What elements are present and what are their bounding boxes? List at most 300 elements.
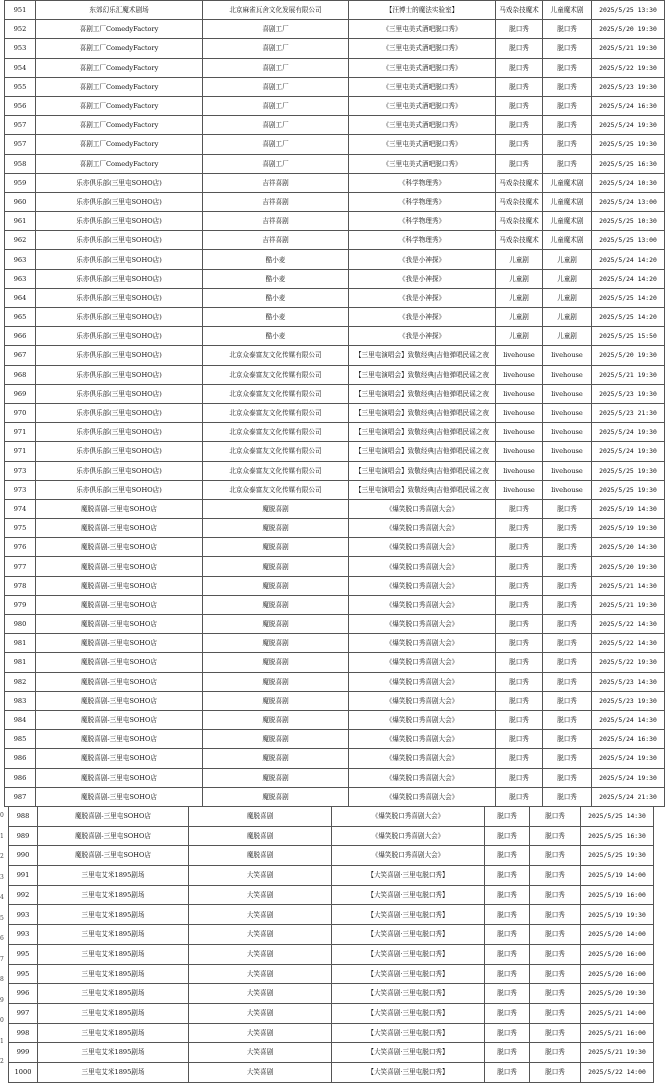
venue-cell: 魔脱喜剧-三里屯SOHO店 (36, 634, 203, 653)
row-number: 971 (5, 423, 36, 442)
subcategory-cell: livehouse (543, 442, 592, 461)
table-row (9, 944, 654, 964)
organizer-cell: 吉祥喜剧 (203, 192, 349, 211)
organizer-cell: 吉祥喜剧 (203, 173, 349, 192)
datetime-cell: 2025/5/21 19:30 (592, 595, 665, 614)
row-number: 983 (5, 691, 36, 710)
row-number: 975 (5, 519, 36, 538)
category-cell: 脱口秀 (496, 39, 543, 58)
row-number: 952 (5, 20, 36, 39)
organizer-cell: 魔脱喜剧 (203, 557, 349, 576)
organizer-cell: 北京众泰富友文化传媒有限公司 (203, 423, 349, 442)
table-row (9, 984, 654, 1004)
edge-mark: 2 (0, 1058, 4, 1065)
row-number: 955 (5, 77, 36, 96)
table-row (5, 288, 665, 307)
subcategory-cell: livehouse (543, 384, 592, 403)
category-cell: 脱口秀 (485, 1023, 530, 1043)
venue-cell: 三里屯艾米1895剧场 (38, 1062, 189, 1082)
show-title-cell: 《爆笑脱口秀喜剧大会》 (349, 499, 496, 518)
subcategory-cell: livehouse (543, 480, 592, 499)
venue-cell: 喜剧工厂ComedyFactory (36, 154, 203, 173)
show-title-cell: 《爆笑脱口秀喜剧大会》 (349, 653, 496, 672)
datetime-cell: 2025/5/22 19:30 (592, 653, 665, 672)
edge-mark: 1 (0, 832, 4, 840)
subcategory-cell: 脱口秀 (530, 905, 581, 925)
show-title-cell: 【三里屯演唱会】致敬经典|吉他弹唱民谣之夜 (349, 346, 496, 365)
subcategory-cell: 脱口秀 (530, 1023, 581, 1043)
edge-mark: 0 (0, 812, 4, 819)
schedule-table-bottom (8, 806, 646, 1083)
venue-cell: 乐亦俱乐部(三里屯SOHO店) (36, 346, 203, 365)
row-number: 973 (5, 461, 36, 480)
category-cell: 脱口秀 (485, 807, 530, 827)
show-title-cell: 【三里屯演唱会】致敬经典|吉他弹唱民谣之夜 (349, 384, 496, 403)
venue-cell: 喜剧工厂ComedyFactory (36, 116, 203, 135)
organizer-cell: 喜剧工厂 (203, 154, 349, 173)
table-row (5, 730, 665, 749)
category-cell: 脱口秀 (496, 730, 543, 749)
table-row (9, 807, 654, 827)
organizer-cell: 吉祥喜剧 (203, 212, 349, 231)
row-number: 957 (5, 116, 36, 135)
category-cell: 儿童剧 (496, 308, 543, 327)
show-title-cell: 【大笑喜剧·三里屯脱口秀】 (332, 1062, 485, 1082)
show-title-cell: 【大笑喜剧·三里屯脱口秀】 (332, 1023, 485, 1043)
organizer-cell: 魔脱喜剧 (203, 499, 349, 518)
table-body-bottom (9, 807, 654, 1083)
subcategory-cell: 脱口秀 (530, 1062, 581, 1082)
row-number: 968 (5, 365, 36, 384)
row-number: 993 (9, 925, 38, 945)
venue-cell: 魔脱喜剧-三里屯SOHO店 (36, 672, 203, 691)
datetime-cell: 2025/5/23 19:30 (592, 691, 665, 710)
row-number: 998 (9, 1023, 38, 1043)
venue-cell: 喜剧工厂ComedyFactory (36, 20, 203, 39)
subcategory-cell: livehouse (543, 461, 592, 480)
edge-mark: 5 (0, 914, 4, 922)
subcategory-cell: 儿童剧 (543, 250, 592, 269)
show-title-cell: 《三里屯美式酒吧脱口秀》 (349, 39, 496, 58)
datetime-cell: 2025/5/19 19:30 (592, 519, 665, 538)
show-title-cell: 《爆笑脱口秀喜剧大会》 (332, 846, 485, 866)
venue-cell: 三里屯艾米1895剧场 (38, 1023, 189, 1043)
show-title-cell: 《爆笑脱口秀喜剧大会》 (349, 787, 496, 806)
table-row (9, 905, 654, 925)
show-title-cell: 《科学物理秀》 (349, 173, 496, 192)
row-number: 986 (5, 749, 36, 768)
show-title-cell: 《三里屯美式酒吧脱口秀》 (349, 135, 496, 154)
subcategory-cell: 脱口秀 (530, 1003, 581, 1023)
show-title-cell: 《爆笑脱口秀喜剧大会》 (349, 768, 496, 787)
row-number: 967 (5, 346, 36, 365)
table-row (5, 269, 665, 288)
category-cell: 马戏杂技魔术 (496, 192, 543, 211)
show-title-cell: 《爆笑脱口秀喜剧大会》 (349, 615, 496, 634)
organizer-cell: 魔脱喜剧 (189, 826, 332, 846)
table-row (5, 634, 665, 653)
venue-cell: 三里屯艾米1895剧场 (38, 885, 189, 905)
datetime-cell: 2025/5/24 19:30 (592, 749, 665, 768)
subcategory-cell: 脱口秀 (530, 846, 581, 866)
table-row (9, 846, 654, 866)
row-number: 979 (5, 595, 36, 614)
table-row (5, 691, 665, 710)
organizer-cell: 喜剧工厂 (203, 39, 349, 58)
row-number: 963 (5, 269, 36, 288)
table-row (5, 327, 665, 346)
row-number: 970 (5, 403, 36, 422)
table-row (5, 154, 665, 173)
organizer-cell: 魔脱喜剧 (203, 634, 349, 653)
organizer-cell: 魔脱喜剧 (203, 787, 349, 806)
row-number: 960 (5, 192, 36, 211)
organizer-cell: 喜剧工厂 (203, 77, 349, 96)
datetime-cell: 2025/5/20 19:30 (592, 20, 665, 39)
table-row (5, 480, 665, 499)
subcategory-cell: 脱口秀 (530, 807, 581, 827)
datetime-cell: 2025/5/20 19:30 (592, 557, 665, 576)
row-number: 984 (5, 710, 36, 729)
show-title-cell: 【大笑喜剧·三里屯脱口秀】 (332, 1043, 485, 1063)
organizer-cell: 喜剧工厂 (203, 58, 349, 77)
table-row (5, 212, 665, 231)
row-number: 996 (9, 984, 38, 1004)
category-cell: livehouse (496, 403, 543, 422)
table-row (5, 749, 665, 768)
datetime-cell: 2025/5/19 16:00 (581, 885, 654, 905)
show-title-cell: 【大笑喜剧·三里屯脱口秀】 (332, 984, 485, 1004)
organizer-cell: 魔脱喜剧 (203, 710, 349, 729)
datetime-cell: 2025/5/24 19:30 (592, 116, 665, 135)
organizer-cell: 魔脱喜剧 (203, 653, 349, 672)
show-title-cell: 【汪博士的魔法实验室】 (349, 1, 496, 20)
venue-cell: 乐亦俱乐部(三里屯SOHO店) (36, 288, 203, 307)
table-row (5, 250, 665, 269)
subcategory-cell: 脱口秀 (543, 749, 592, 768)
show-title-cell: 《科学物理秀》 (349, 192, 496, 211)
row-number: 977 (5, 557, 36, 576)
subcategory-cell: 脱口秀 (530, 984, 581, 1004)
organizer-cell: 喜剧工厂 (203, 116, 349, 135)
category-cell: 脱口秀 (496, 499, 543, 518)
datetime-cell: 2025/5/19 14:00 (581, 866, 654, 886)
table-row (9, 885, 654, 905)
subcategory-cell: 儿童魔术剧 (543, 212, 592, 231)
datetime-cell: 2025/5/25 19:30 (592, 135, 665, 154)
venue-cell: 魔脱喜剧-三里屯SOHO店 (36, 519, 203, 538)
table-row (5, 576, 665, 595)
table-row (5, 557, 665, 576)
category-cell: 马戏杂技魔术 (496, 173, 543, 192)
show-title-cell: 【三里屯演唱会】致敬经典|吉他弹唱民谣之夜 (349, 442, 496, 461)
show-title-cell: 《我是小神探》 (349, 269, 496, 288)
table-row (5, 519, 665, 538)
subcategory-cell: 脱口秀 (543, 730, 592, 749)
category-cell: 脱口秀 (485, 905, 530, 925)
show-title-cell: 《爆笑脱口秀喜剧大会》 (349, 538, 496, 557)
show-title-cell: 《三里屯美式酒吧脱口秀》 (349, 96, 496, 115)
venue-cell: 魔脱喜剧-三里屯SOHO店 (36, 615, 203, 634)
datetime-cell: 2025/5/24 19:30 (592, 423, 665, 442)
organizer-cell: 大笑喜剧 (189, 1062, 332, 1082)
datetime-cell: 2025/5/24 10:30 (592, 173, 665, 192)
subcategory-cell: 脱口秀 (543, 768, 592, 787)
subcategory-cell: 脱口秀 (530, 866, 581, 886)
row-number: 990 (9, 846, 38, 866)
subcategory-cell: 儿童魔术剧 (543, 1, 592, 20)
subcategory-cell: 脱口秀 (543, 615, 592, 634)
subcategory-cell: 脱口秀 (543, 96, 592, 115)
table-row (5, 710, 665, 729)
datetime-cell: 2025/5/25 16:30 (592, 154, 665, 173)
subcategory-cell: 脱口秀 (530, 885, 581, 905)
table-row (5, 116, 665, 135)
venue-cell: 魔脱喜剧-三里屯SOHO店 (36, 538, 203, 557)
venue-cell: 三里屯艾米1895剧场 (38, 944, 189, 964)
datetime-cell: 2025/5/25 19:30 (592, 480, 665, 499)
table-row (9, 866, 654, 886)
venue-cell: 东郊幻乐汇魔术剧场 (36, 1, 203, 20)
organizer-cell: 喜剧工厂 (203, 135, 349, 154)
table-row (5, 653, 665, 672)
category-cell: 脱口秀 (496, 154, 543, 173)
organizer-cell: 北京众泰富友文化传媒有限公司 (203, 384, 349, 403)
datetime-cell: 2025/5/24 16:30 (592, 730, 665, 749)
row-number: 974 (5, 499, 36, 518)
show-title-cell: 【三里屯演唱会】致敬经典|吉他弹唱民谣之夜 (349, 403, 496, 422)
category-cell: 脱口秀 (496, 653, 543, 672)
category-cell: 马戏杂技魔术 (496, 212, 543, 231)
row-number: 973 (5, 480, 36, 499)
venue-cell: 三里屯艾米1895剧场 (38, 1043, 189, 1063)
venue-cell: 魔脱喜剧-三里屯SOHO店 (36, 710, 203, 729)
subcategory-cell: 脱口秀 (543, 20, 592, 39)
organizer-cell: 北京众泰富友文化传媒有限公司 (203, 346, 349, 365)
row-number: 964 (5, 288, 36, 307)
datetime-cell: 2025/5/20 14:00 (581, 925, 654, 945)
subcategory-cell: 儿童剧 (543, 288, 592, 307)
row-number: 987 (5, 787, 36, 806)
table-row (9, 1023, 654, 1043)
datetime-cell: 2025/5/22 14:30 (592, 634, 665, 653)
category-cell: livehouse (496, 365, 543, 384)
category-cell: 脱口秀 (496, 595, 543, 614)
subcategory-cell: 脱口秀 (530, 925, 581, 945)
edge-mark: 0 (0, 1017, 4, 1024)
edge-mark: 9 (0, 996, 4, 1004)
row-number: 956 (5, 96, 36, 115)
row-number: 965 (5, 308, 36, 327)
subcategory-cell: 脱口秀 (543, 557, 592, 576)
table-row (5, 499, 665, 518)
subcategory-cell: 儿童剧 (543, 327, 592, 346)
venue-cell: 魔脱喜剧-三里屯SOHO店 (36, 787, 203, 806)
show-title-cell: 【三里屯演唱会】致敬经典|吉他弹唱民谣之夜 (349, 423, 496, 442)
venue-cell: 乐亦俱乐部(三里屯SOHO店) (36, 423, 203, 442)
organizer-cell: 大笑喜剧 (189, 866, 332, 886)
row-number: 951 (5, 1, 36, 20)
venue-cell: 魔脱喜剧-三里屯SOHO店 (36, 595, 203, 614)
category-cell: 脱口秀 (496, 519, 543, 538)
table-row (5, 346, 665, 365)
datetime-cell: 2025/5/24 19:30 (592, 768, 665, 787)
datetime-cell: 2025/5/21 14:30 (592, 576, 665, 595)
venue-cell: 魔脱喜剧-三里屯SOHO店 (36, 499, 203, 518)
organizer-cell: 魔脱喜剧 (203, 615, 349, 634)
table-row (5, 384, 665, 403)
venue-cell: 魔脱喜剧-三里屯SOHO店 (38, 807, 189, 827)
organizer-cell: 魔脱喜剧 (203, 595, 349, 614)
datetime-cell: 2025/5/23 14:30 (592, 672, 665, 691)
venue-cell: 乐亦俱乐部(三里屯SOHO店) (36, 192, 203, 211)
category-cell: 脱口秀 (485, 984, 530, 1004)
venue-cell: 魔脱喜剧-三里屯SOHO店 (36, 576, 203, 595)
venue-cell: 三里屯艾米1895剧场 (38, 984, 189, 1004)
organizer-cell: 酷小麦 (203, 288, 349, 307)
subcategory-cell: livehouse (543, 423, 592, 442)
venue-cell: 乐亦俱乐部(三里屯SOHO店) (36, 461, 203, 480)
subcategory-cell: 儿童魔术剧 (543, 173, 592, 192)
organizer-cell: 北京众泰富友文化传媒有限公司 (203, 480, 349, 499)
datetime-cell: 2025/5/25 16:30 (581, 826, 654, 846)
datetime-cell: 2025/5/24 14:20 (592, 250, 665, 269)
show-title-cell: 《三里屯美式酒吧脱口秀》 (349, 154, 496, 173)
category-cell: 脱口秀 (485, 925, 530, 945)
organizer-cell: 大笑喜剧 (189, 944, 332, 964)
show-title-cell: 《爆笑脱口秀喜剧大会》 (349, 691, 496, 710)
datetime-cell: 2025/5/24 21:30 (592, 787, 665, 806)
category-cell: livehouse (496, 384, 543, 403)
table-row (5, 768, 665, 787)
venue-cell: 乐亦俱乐部(三里屯SOHO店) (36, 327, 203, 346)
datetime-cell: 2025/5/24 13:00 (592, 192, 665, 211)
category-cell: 脱口秀 (485, 1003, 530, 1023)
row-number: 997 (9, 1003, 38, 1023)
show-title-cell: 《科学物理秀》 (349, 212, 496, 231)
table-row (5, 192, 665, 211)
subcategory-cell: 脱口秀 (543, 595, 592, 614)
row-number: 981 (5, 653, 36, 672)
category-cell: 脱口秀 (496, 20, 543, 39)
show-title-cell: 《爆笑脱口秀喜剧大会》 (349, 634, 496, 653)
table-row (5, 231, 665, 250)
venue-cell: 三里屯艾米1895剧场 (38, 964, 189, 984)
table-row (9, 1062, 654, 1082)
datetime-cell: 2025/5/23 19:30 (592, 77, 665, 96)
datetime-cell: 2025/5/21 19:30 (592, 365, 665, 384)
organizer-cell: 魔脱喜剧 (189, 846, 332, 866)
row-number: 986 (5, 768, 36, 787)
edge-mark: 7 (0, 955, 4, 963)
venue-cell: 魔脱喜剧-三里屯SOHO店 (36, 768, 203, 787)
table-row (5, 39, 665, 58)
table-row (5, 365, 665, 384)
datetime-cell: 2025/5/20 16:00 (581, 964, 654, 984)
datetime-cell: 2025/5/20 16:00 (581, 944, 654, 964)
subcategory-cell: 脱口秀 (543, 499, 592, 518)
row-number: 989 (9, 826, 38, 846)
organizer-cell: 酷小麦 (203, 269, 349, 288)
table-row (5, 403, 665, 422)
organizer-cell: 大笑喜剧 (189, 1043, 332, 1063)
venue-cell: 魔脱喜剧-三里屯SOHO店 (36, 749, 203, 768)
category-cell: livehouse (496, 346, 543, 365)
datetime-cell: 2025/5/22 14:30 (592, 615, 665, 634)
organizer-cell: 喜剧工厂 (203, 20, 349, 39)
organizer-cell: 酷小麦 (203, 327, 349, 346)
venue-cell: 乐亦俱乐部(三里屯SOHO店) (36, 308, 203, 327)
venue-cell: 乐亦俱乐部(三里屯SOHO店) (36, 250, 203, 269)
datetime-cell: 2025/5/19 19:30 (581, 905, 654, 925)
subcategory-cell: 脱口秀 (543, 519, 592, 538)
show-title-cell: 《爆笑脱口秀喜剧大会》 (349, 710, 496, 729)
subcategory-cell: 儿童剧 (543, 308, 592, 327)
show-title-cell: 《我是小神探》 (349, 327, 496, 346)
show-title-cell: 【大笑喜剧·三里屯脱口秀】 (332, 925, 485, 945)
row-number: 985 (5, 730, 36, 749)
subcategory-cell: 脱口秀 (543, 653, 592, 672)
show-title-cell: 【大笑喜剧·三里屯脱口秀】 (332, 944, 485, 964)
show-title-cell: 《爆笑脱口秀喜剧大会》 (349, 672, 496, 691)
subcategory-cell: 脱口秀 (543, 135, 592, 154)
category-cell: livehouse (496, 480, 543, 499)
row-number: 959 (5, 173, 36, 192)
subcategory-cell: 脱口秀 (543, 58, 592, 77)
datetime-cell: 2025/5/22 14:00 (581, 1062, 654, 1082)
subcategory-cell: 脱口秀 (543, 710, 592, 729)
table-row (5, 135, 665, 154)
table-row (5, 1, 665, 20)
row-number: 954 (5, 58, 36, 77)
venue-cell: 三里屯艾米1895剧场 (38, 866, 189, 886)
subcategory-cell: livehouse (543, 346, 592, 365)
show-title-cell: 【大笑喜剧·三里屯脱口秀】 (332, 885, 485, 905)
venue-cell: 乐亦俱乐部(三里屯SOHO店) (36, 269, 203, 288)
table-row (5, 308, 665, 327)
venue-cell: 喜剧工厂ComedyFactory (36, 39, 203, 58)
subcategory-cell: 儿童剧 (543, 269, 592, 288)
table-row (5, 461, 665, 480)
row-number: 971 (5, 442, 36, 461)
datetime-cell: 2025/5/20 19:30 (592, 346, 665, 365)
category-cell: 脱口秀 (485, 1062, 530, 1082)
category-cell: 儿童剧 (496, 250, 543, 269)
organizer-cell: 魔脱喜剧 (203, 691, 349, 710)
organizer-cell: 酷小麦 (203, 250, 349, 269)
row-number: 993 (9, 905, 38, 925)
venue-cell: 喜剧工厂ComedyFactory (36, 135, 203, 154)
table-row (9, 1043, 654, 1063)
organizer-cell: 北京众泰富友文化传媒有限公司 (203, 442, 349, 461)
row-number: 961 (5, 212, 36, 231)
organizer-cell: 魔脱喜剧 (203, 730, 349, 749)
organizer-cell: 魔脱喜剧 (203, 749, 349, 768)
show-title-cell: 《我是小神探》 (349, 288, 496, 307)
venue-cell: 魔脱喜剧-三里屯SOHO店 (36, 557, 203, 576)
row-number: 976 (5, 538, 36, 557)
venue-cell: 魔脱喜剧-三里屯SOHO店 (36, 691, 203, 710)
show-title-cell: 《爆笑脱口秀喜剧大会》 (349, 519, 496, 538)
organizer-cell: 酷小麦 (203, 308, 349, 327)
row-number: 992 (9, 885, 38, 905)
organizer-cell: 魔脱喜剧 (203, 519, 349, 538)
datetime-cell: 2025/5/25 10:30 (592, 212, 665, 231)
datetime-cell: 2025/5/24 19:30 (592, 442, 665, 461)
table-row (5, 672, 665, 691)
datetime-cell: 2025/5/21 19:30 (581, 1043, 654, 1063)
datetime-cell: 2025/5/25 19:30 (592, 461, 665, 480)
